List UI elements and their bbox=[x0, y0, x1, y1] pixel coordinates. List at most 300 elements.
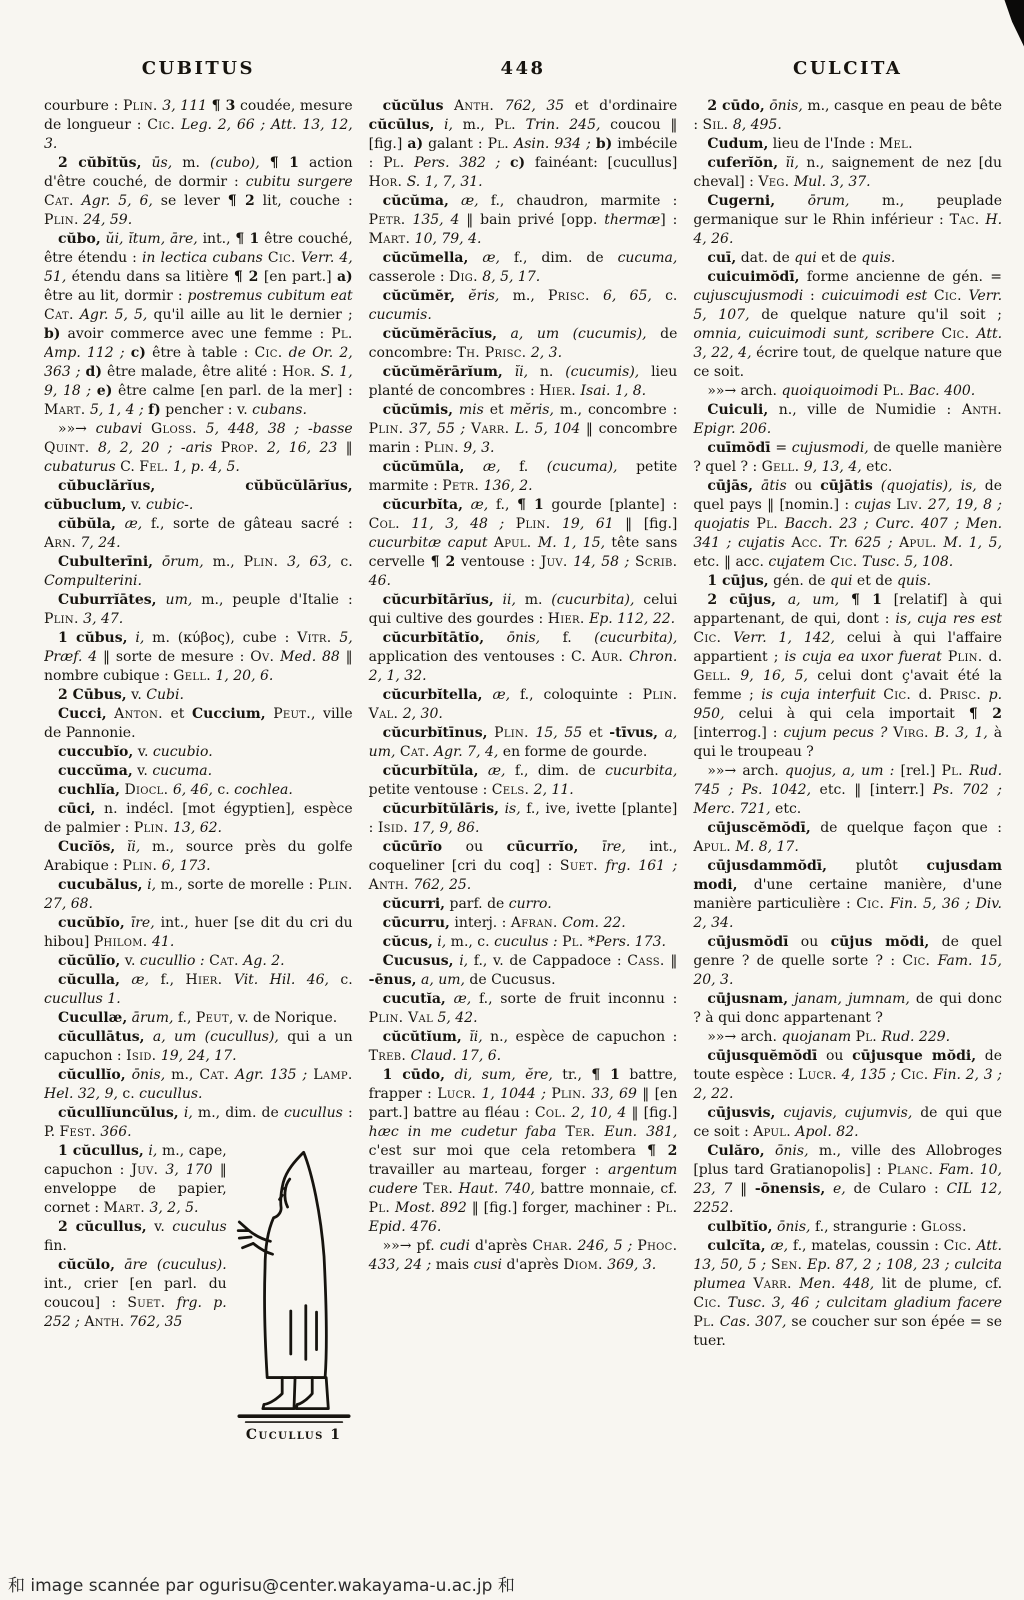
bold-text: cūjās, bbox=[707, 478, 753, 494]
smallcaps-text: Gell. bbox=[173, 668, 212, 684]
smallcaps-text: Hor. bbox=[368, 174, 403, 190]
italic-text: 2, 10, 4 bbox=[571, 1105, 627, 1121]
italic-text: 37, 55 ; bbox=[409, 421, 466, 437]
smallcaps-text: Cic. bbox=[943, 1238, 972, 1254]
italic-text: cubaturus bbox=[44, 459, 116, 475]
italic-text: æ, bbox=[470, 497, 489, 513]
italic-text: 17, 9, 86. bbox=[412, 820, 480, 836]
italic-text: æ, bbox=[461, 193, 479, 209]
italic-text: æ, bbox=[770, 1238, 789, 1254]
italic-text: cujatem bbox=[768, 554, 826, 570]
italic-text: postremus cubitum eat bbox=[187, 288, 353, 304]
bold-text: cŭcūlus, bbox=[368, 117, 435, 133]
italic-text: -aris bbox=[180, 440, 213, 456]
smallcaps-text: Suet. bbox=[127, 1295, 166, 1311]
dictionary-entry: cūjuscĕmŏdī, de quelque façon que : Apul. M. 8, 17. bbox=[693, 820, 1002, 855]
smallcaps-text: Cels. bbox=[491, 782, 530, 798]
smallcaps-text: Cic. bbox=[693, 630, 722, 646]
italic-text: Vit. Hil. 46, bbox=[233, 972, 329, 988]
italic-text: CIL 12, 2252. bbox=[693, 1181, 1002, 1216]
smallcaps-text: Diocl. bbox=[124, 782, 169, 798]
bold-text: cŭcŭmella, bbox=[382, 250, 469, 266]
italic-text: Fin. 2, 3 ; bbox=[933, 1067, 1002, 1083]
italic-text: 1, 20, 6. bbox=[215, 668, 274, 684]
italic-text: 3, 47. bbox=[83, 611, 124, 627]
italic-text: Ep. 112, 22. bbox=[589, 611, 676, 627]
bold-text: Cuiculi, bbox=[707, 402, 769, 418]
smallcaps-text: Petr. bbox=[442, 478, 480, 494]
bold-text: cŭbuclărĭus, cŭbŭcŭlārĭus, cŭbuclum, bbox=[44, 478, 353, 513]
smallcaps-text: Plin. bbox=[317, 877, 353, 893]
italic-text: Ps. 1042, bbox=[741, 782, 812, 798]
smallcaps-text: Col. bbox=[368, 516, 400, 532]
italic-text: 24, 59. bbox=[83, 212, 133, 228]
smallcaps-text: Mart. bbox=[368, 231, 411, 247]
bold-text: Cuccium, bbox=[192, 706, 266, 722]
italic-text: quojatis bbox=[693, 516, 750, 532]
smallcaps-text: Plin. bbox=[44, 212, 79, 228]
smallcaps-text: Scrib. bbox=[635, 554, 678, 570]
dictionary-entry: 2 cūjus, a, um, ¶ 1 [relatif] à qui appartenant, de qui, dont : is, cuja res est Cic. Verr. 1, 142, celui à qui l'affaire appartient ; is cuja ea uxor fuerat Plin. d. Gell. 9, 16, 5, celui dont ç'avait été la femme ; is cuja interfuit Cic. d. Prisc. p. 950, celui à qui cela importait ¶ 2 [interrog.] : cujum pecus ? Virg. B. 3, 1, à qui le troupeau ? bbox=[693, 592, 1002, 760]
italic-text: is cuja interfuit bbox=[761, 687, 876, 703]
italic-text: de Or. 2, 363 ; bbox=[44, 345, 353, 380]
smallcaps-text: Plin. bbox=[122, 98, 158, 114]
italic-text: 27, 19, 8 ; bbox=[927, 497, 1002, 513]
dictionary-entry: cūjusvis, cujavis, cujumvis, de qui que ce soit : Apul. Apol. 82. bbox=[693, 1105, 1002, 1140]
smallcaps-text: Peut. bbox=[273, 706, 311, 722]
dictionary-entry: Cucusus, i, f., v. de Cappadoce : Cass. ‖ -ēnus, a, um, de Cucusus. bbox=[368, 953, 678, 988]
italic-text: 366. bbox=[100, 1124, 132, 1140]
dictionary-entry: cūjusmŏdī ou cūjus mŏdi, de quel genre ? de quelle sorte ? : Cic. Fam. 15, 20, 3. bbox=[693, 934, 1002, 988]
bold-text: cŭcŭmĕrārĭum, bbox=[382, 364, 503, 380]
bold-text: cūjusdammŏdī, bbox=[707, 858, 827, 874]
italic-text: um, bbox=[165, 592, 193, 608]
italic-text: Haut. 740, bbox=[458, 1181, 535, 1197]
italic-text: Isai. 1, 8. bbox=[580, 383, 647, 399]
italic-text: S. 1, 7, 31. bbox=[406, 174, 483, 190]
hooded-figure-drawing bbox=[235, 1148, 353, 1425]
italic-text: cubic-. bbox=[146, 497, 194, 513]
italic-text: thermæ bbox=[604, 212, 661, 228]
italic-text: *Pers. 173. bbox=[587, 934, 666, 950]
italic-text: ii, bbox=[502, 592, 516, 608]
italic-text: is cuja ea uxor fuerat bbox=[784, 649, 942, 665]
italic-text: 9, 16, 5, bbox=[740, 668, 808, 684]
dictionary-entry: Cubulterīni, ōrum, m., Plin. 3, 63, c. Compulterini. bbox=[44, 554, 353, 589]
dictionary-entry: cŭbo, ŭi, ĭtum, āre, int., ¶ 1 être couché, être étendu : in lectica cubans Cic. Verr. 4, 51, étendu dans sa litière ¶ 2 [en part.] a) être au lit, dormir : postremus cubitum eat Cat. Agr. 5, 5, qu'il aille au lit le dernier ; b) avoir commerce avec une femme : Pl. Amp. 112 ; c) être à table : Cic. de Or. 2, 363 ; d) être malade, être alité : Hor. S. 1, 9, 18 ; e) être calme [en parl. de la mer] : Mart. 5, 1, 4 ; f) pencher : v. cubans. bbox=[44, 231, 353, 418]
italic-text: ĭi, bbox=[514, 364, 529, 380]
smallcaps-text: Pl. bbox=[331, 326, 353, 342]
smallcaps-text: Col. bbox=[534, 1105, 567, 1121]
bold-text: cŭcŭmis, bbox=[382, 402, 453, 418]
italic-text: Merc. 721, bbox=[693, 801, 771, 817]
smallcaps-text: Th. Prisc. bbox=[456, 345, 527, 361]
italic-text: Men. 448, bbox=[799, 1276, 875, 1292]
dictionary-entry: cuchlĭa, Diocl. 6, 46, c. cochlea. bbox=[58, 782, 293, 798]
dictionary-entry: 2 cŭcullus, v. cuculus fin. bbox=[44, 1219, 227, 1254]
bold-text: cuccŭma, bbox=[58, 763, 133, 779]
smallcaps-text: Varr. bbox=[470, 421, 510, 437]
dictionary-entry: cŭculla, æ, f., Hier. Vit. Hil. 46, c. cucullus 1. bbox=[44, 972, 353, 1007]
italic-text: ōnis, bbox=[774, 1143, 809, 1159]
italic-text: Claud. 17, 6. bbox=[410, 1048, 502, 1064]
italic-text: 433, 24 ; bbox=[368, 1257, 432, 1273]
smallcaps-text: Ov. bbox=[250, 649, 275, 665]
header-right-title: CULCITA bbox=[793, 58, 903, 79]
smallcaps-text: Diom. bbox=[563, 1257, 603, 1273]
smallcaps-text: Veg. bbox=[758, 174, 790, 190]
italic-text: Tr. 625 ; bbox=[829, 535, 893, 551]
italic-text: (cucurbita), bbox=[594, 630, 678, 646]
smallcaps-text: Pl. bbox=[756, 516, 778, 532]
bold-text: cuī, bbox=[707, 250, 737, 266]
smallcaps-text: Plin. bbox=[122, 858, 158, 874]
smallcaps-text: Anth. bbox=[84, 1314, 125, 1330]
smallcaps-text: Plin. Val. bbox=[368, 687, 678, 722]
italic-text: 108, 23 ; bbox=[886, 1257, 950, 1273]
italic-text: æ, bbox=[453, 991, 472, 1007]
smallcaps-text: Mart. bbox=[44, 402, 86, 418]
smallcaps-text: Phoc. bbox=[637, 1238, 678, 1254]
smallcaps-text: Cat. bbox=[399, 744, 430, 760]
dictionary-entry: cūjusnam, janam, jumnam, de qui donc ? à qui donc appartenant ? bbox=[693, 991, 1002, 1026]
italic-text: 2, 16, 23 bbox=[266, 440, 338, 456]
italic-text: 11, 3, 48 ; bbox=[411, 516, 505, 532]
italic-text: æ, bbox=[482, 250, 500, 266]
italic-text: Agr. 5, 6, bbox=[81, 193, 153, 209]
dictionary-entry: cūcūrĭo ou cūcurrĭo, īre, int., coqueliner [cri du coq] : Suet. frg. 161 ; Anth. 762, 25. bbox=[368, 839, 678, 893]
smallcaps-text: Liv. bbox=[896, 497, 923, 513]
bold-text: ¶ 1 bbox=[269, 155, 299, 171]
bold-text: Cuburrĭātes, bbox=[58, 592, 157, 608]
italic-text: Trin. 245, bbox=[525, 117, 601, 133]
smallcaps-text: Gloss. bbox=[151, 421, 197, 437]
italic-text: 4, 135 ; bbox=[841, 1067, 896, 1083]
dictionary-entry: Cuburrĭātes, um, m., peuple d'Italie : Plin. 3, 47. bbox=[44, 592, 353, 627]
italic-text: ĕris, bbox=[468, 288, 500, 304]
dictionary-entry: cŭbŭla, æ, f., sorte de gâteau sacré : Arn. 7, 24. bbox=[44, 516, 353, 551]
italic-text: ōrum, bbox=[807, 193, 850, 209]
column-right bbox=[693, 97, 1002, 1542]
italic-text: (cubo), bbox=[210, 155, 260, 171]
italic-text: -basse bbox=[307, 421, 353, 437]
italic-text: 46. bbox=[368, 573, 391, 589]
smallcaps-text: Plin. bbox=[368, 421, 404, 437]
smallcaps-text: Fel. bbox=[139, 459, 169, 475]
italic-text: in lectica cubans bbox=[141, 250, 263, 266]
italic-text: omnia, cuicuimodi sunt, scribere bbox=[693, 326, 935, 342]
bold-text: cuīmŏdī bbox=[707, 440, 771, 456]
figure-caption: Cucullus 1 bbox=[245, 1426, 342, 1443]
italic-text: ārum, bbox=[131, 1010, 174, 1026]
dictionary-entry: cŭcŭmis, mis et mĕris, m., concombre : Plin. 37, 55 ; Varr. L. 5, 104 ‖ concombre marin : Plin. 9, 3. bbox=[368, 402, 678, 456]
smallcaps-text: Mel. bbox=[878, 136, 913, 152]
dictionary-entry: cŭcŭmĕrācĭus, a, um (cucumis), de concombre: Th. Prisc. 2, 3. bbox=[368, 326, 678, 361]
italic-text: frg. 161 ; bbox=[605, 858, 678, 874]
italic-text: cucuma, bbox=[617, 250, 678, 266]
smallcaps-text: Cat. bbox=[209, 953, 239, 969]
dictionary-entry: 1 cūdo, di, sum, ĕre, tr., ¶ 1 battre, frapper : Lucr. 1, 1044 ; Plin. 33, 69 ‖ [en part.] battre au fléau : Col. 2, 10, 4 ‖ [fig.] hæc in me cudetur faba Ter. Eun. 381, c'est sur moi que cela retombera ¶ 2 travailler au marteau, forger : argentum cudere Ter. Haut. 740, battre monnaie, cf. Pl. Most. 892 ‖ [fig.] forger, machiner : Pl. Epid. 476. bbox=[368, 1067, 678, 1235]
smallcaps-text: Cic. bbox=[883, 687, 912, 703]
italic-text: (cucuma), bbox=[546, 459, 618, 475]
bold-text: cūcurru, bbox=[382, 915, 450, 931]
italic-text: ōnis, bbox=[776, 1219, 811, 1235]
italic-text: Fam. 10, 23, 7 bbox=[693, 1162, 1002, 1197]
italic-text: Hel. 32, 9, bbox=[44, 1086, 118, 1102]
dictionary-entry: cŭcurbĭtŭla, æ, f., dim. de cucurbita, petite ventouse : Cels. 2, 11. bbox=[368, 763, 678, 798]
column-middle bbox=[369, 97, 678, 1542]
bold-text: 2 cūjus, bbox=[707, 592, 777, 608]
smallcaps-text: Plin. bbox=[947, 649, 983, 665]
bold-text: cuchlĭa, bbox=[58, 782, 120, 798]
smallcaps-text: Plin. bbox=[515, 516, 551, 532]
italic-text: cucurbitæ caput bbox=[368, 535, 488, 551]
italic-text: 369, 3. bbox=[607, 1257, 657, 1273]
italic-text: ōnis, bbox=[506, 630, 541, 646]
smallcaps-text: Plin. bbox=[551, 1086, 587, 1102]
bold-text: cuferĭŏn, bbox=[707, 155, 779, 171]
italic-text: (quojatis), is, bbox=[880, 478, 977, 494]
dictionary-entry: cuī, dat. de qui et de quis. bbox=[707, 250, 896, 266]
italic-text: Most. 892 bbox=[395, 1200, 467, 1216]
bold-text: ¶ 2 bbox=[968, 706, 1002, 722]
dictionary-entry: cŭcurbĭtŭlāris, is, f., ive, ivette [plante] : Isid. 17, 9, 86. bbox=[368, 801, 678, 836]
smallcaps-text: Apul. bbox=[753, 1124, 791, 1140]
smallcaps-text: Pl. bbox=[655, 1200, 678, 1216]
smallcaps-text: Pl. bbox=[383, 155, 405, 171]
italic-text: Tusc. 5, 108. bbox=[861, 554, 954, 570]
italic-text: 8, 495. bbox=[732, 117, 782, 133]
bold-text: 2 cŭbĭtŭs, bbox=[58, 155, 142, 171]
dictionary-entry: cŭcŭmŭla, æ, f. (cucuma), petite marmite : Petr. 136, 2. bbox=[368, 459, 678, 494]
dictionary-entry: cŭcūlĭo, v. cucullio : Cat. Ag. 2. bbox=[58, 953, 285, 969]
italic-text: cujas bbox=[854, 497, 892, 513]
italic-text: Agr. 135 ; bbox=[235, 1067, 308, 1083]
italic-text: Agr. 5, 5, bbox=[79, 307, 148, 323]
italic-text: Com. 22. bbox=[562, 915, 626, 931]
italic-text: æ, bbox=[487, 763, 506, 779]
italic-text: 2, 30. bbox=[402, 706, 443, 722]
italic-text: a, um, bbox=[368, 725, 678, 760]
italic-text: i, bbox=[459, 953, 469, 969]
dictionary-entry: cŭcŭma, æ, f., chaudron, marmite : Petr. 135, 4 ‖ bain privé [opp. thermæ] : Mart. 10, 79, 4. bbox=[368, 193, 678, 247]
italic-text: Verr. 5, 107, bbox=[693, 288, 1002, 323]
smallcaps-text: Cic. bbox=[147, 117, 176, 133]
bold-text: cŭcullĭo, bbox=[58, 1067, 126, 1083]
italic-text: Ep. 87, 2 ; bbox=[807, 1257, 882, 1273]
dictionary-entry: cuccubĭo, v. cucubio. bbox=[58, 744, 213, 760]
italic-text: qui bbox=[829, 573, 853, 589]
italic-text: i, bbox=[147, 877, 157, 893]
dictionary-entry: Cudum, lieu de l'Inde : Mel. bbox=[707, 136, 913, 152]
bold-text: cŭcurbĭtŭla, bbox=[382, 763, 479, 779]
italic-text: i, bbox=[437, 934, 447, 950]
smallcaps-text: Gell. bbox=[761, 459, 800, 475]
italic-text: ōrum, bbox=[161, 554, 204, 570]
italic-text: i, bbox=[135, 630, 145, 646]
smallcaps-text: Aur. bbox=[591, 649, 624, 665]
italic-text: cucullus 1. bbox=[44, 991, 121, 1007]
bold-text: Cudum, bbox=[707, 136, 769, 152]
smallcaps-text: Quint. bbox=[44, 440, 90, 456]
italic-text: culcita plumea bbox=[693, 1257, 1002, 1292]
italic-text: cubans. bbox=[252, 402, 307, 418]
smallcaps-text: Plin. Val bbox=[368, 1010, 434, 1026]
italic-text: Amp. 112 ; bbox=[44, 345, 125, 361]
italic-text: Tusc. 3, 46 ; bbox=[727, 1295, 821, 1311]
bold-text: a) bbox=[336, 269, 353, 285]
bold-text: cŭcurbĭtīnus, bbox=[382, 725, 488, 741]
italic-text: Cas. 307, bbox=[719, 1314, 787, 1330]
smallcaps-text: Treb. bbox=[368, 1048, 407, 1064]
italic-text: cujusmodi, bbox=[791, 440, 869, 456]
italic-text: Asin. 934 ; bbox=[514, 136, 591, 152]
dictionary-entry: cŭcurri, parf. de curro. bbox=[382, 896, 552, 912]
dictionary-entry: cūci, n. indécl. [mot égyptien], espèce de palmier : Plin. 13, 62. bbox=[44, 801, 353, 836]
italic-text: S. 1, 9, 18 ; bbox=[44, 364, 353, 399]
bold-text: cŭcŭlus bbox=[382, 98, 444, 114]
italic-text: Leg. 2, 66 ; Att. 13, 12, 3. bbox=[44, 117, 353, 152]
italic-text: Att. 3, 22, 4, bbox=[693, 326, 1002, 361]
smallcaps-text: Arn. bbox=[44, 535, 77, 551]
italic-text: Epigr. 206. bbox=[693, 421, 772, 437]
bold-text: 2 cūdo, bbox=[707, 98, 765, 114]
smallcaps-text: Sil. bbox=[702, 117, 729, 133]
italic-text: a, um (cucullus), bbox=[152, 1029, 279, 1045]
bold-text: -ōnensis, bbox=[754, 1181, 826, 1197]
dictionary-entry: cuccŭma, v. cucuma. bbox=[58, 763, 213, 779]
dictionary-entry: cūcurru, interj. : Afran. Com. 22. bbox=[382, 915, 626, 931]
italic-text: mĕris, bbox=[509, 402, 554, 418]
italic-text: 6, 46, bbox=[172, 782, 213, 798]
bold-text: Cucusus, bbox=[382, 953, 454, 969]
bold-text: -ēnus, bbox=[368, 972, 417, 988]
smallcaps-text: Lucr. bbox=[798, 1067, 837, 1083]
bold-text: b) bbox=[595, 136, 613, 152]
dictionary-entry: 1 cūjus, gén. de qui et de quis. bbox=[707, 573, 932, 589]
bold-text: -tīvus, bbox=[609, 725, 658, 741]
smallcaps-text: Char. bbox=[532, 1238, 573, 1254]
italic-text: Verr. 1, 142, bbox=[733, 630, 836, 646]
dictionary-entry: cŭcurbĭtārĭus, ii, m. (cucurbita), celui qui cultive des gourdes : Hier. Ep. 112, 22. bbox=[368, 592, 678, 627]
italic-text: ĭi, bbox=[785, 155, 799, 171]
smallcaps-text: Apul. bbox=[493, 535, 532, 551]
bold-text: d) bbox=[85, 364, 102, 380]
bold-text: cŭcŭmĕr, bbox=[382, 288, 456, 304]
bold-text: 1 cŭcullus, bbox=[58, 1143, 144, 1159]
italic-text: 1, p. 4, 5. bbox=[173, 459, 240, 475]
italic-text: quojanam bbox=[781, 1029, 852, 1045]
entry-note: »»→ arch. quojanam Pl. Rud. 229. bbox=[707, 1029, 951, 1045]
italic-text: a, um (cucumis), bbox=[510, 326, 647, 342]
italic-text: 135, 4 bbox=[412, 212, 460, 228]
dictionary-entry: cŭcurbĭtīnus, Plin. 15, 55 et -tīvus, a, um, Cat. Agr. 7, 4, en forme de gourde. bbox=[368, 725, 678, 760]
italic-text: cudi bbox=[439, 1238, 470, 1254]
italic-text: 14, 58 ; bbox=[573, 554, 630, 570]
italic-text: 5, 42. bbox=[437, 1010, 478, 1026]
italic-text: Chron. 2, 1, 32. bbox=[368, 649, 678, 684]
italic-text: L. 5, 104 bbox=[515, 421, 581, 437]
smallcaps-text: Prisc. bbox=[548, 288, 590, 304]
bold-text: cūjusmŏdī bbox=[707, 934, 789, 950]
smallcaps-text: Varr. bbox=[753, 1276, 792, 1292]
bold-text: cŭcullĭuncŭlus, bbox=[58, 1105, 179, 1121]
bold-text: cŭcŭmĕrācĭus, bbox=[382, 326, 498, 342]
smallcaps-text: Plin. bbox=[494, 725, 529, 741]
dictionary-entry: cŭcurbĭta, æ, f., ¶ 1 gourde [plante] : Col. 11, 3, 48 ; Plin. 19, 61 ‖ [fig.] cucurbitæ caput Apul. M. 1, 15, tête sans cervelle ¶ 2 ventouse : Juv. 14, 58 ; Scrib. 46. bbox=[368, 497, 678, 589]
italic-text: Verr. 4, 51, bbox=[44, 250, 353, 285]
italic-text: Compulterini. bbox=[44, 573, 142, 589]
dictionary-entry: 1 cŭcullus, i, m., cape, capuchon : Juv. 3, 170 ‖ enveloppe de papier, cornet : Mart. 3, 2, 5. bbox=[44, 1143, 227, 1216]
bold-text: ¶ 2 bbox=[233, 269, 259, 285]
dictionary-entry: cŭcŭtĭum, ĭi, n., espèce de capuchon : Treb. Claud. 17, 6. bbox=[368, 1029, 678, 1064]
dictionary-entry: Cuiculi, n., ville de Numidie : Anth. Epigr. 206. bbox=[693, 402, 1002, 437]
smallcaps-text: Prop. bbox=[220, 440, 259, 456]
italic-text: qui bbox=[794, 250, 817, 266]
italic-text: ōnis, bbox=[769, 98, 803, 114]
scan-credit: 和 image scannée par ogurisu@center.wakayama-u.ac.jp 和 bbox=[8, 1576, 515, 1596]
bold-text: cūjusnam, bbox=[707, 991, 789, 1007]
bold-text: cŭcŭtĭum, bbox=[382, 1029, 462, 1045]
italic-text: cubitu surgere bbox=[245, 174, 353, 190]
smallcaps-text: Apul. bbox=[693, 839, 732, 855]
bold-text: ¶ 3 bbox=[211, 98, 236, 114]
text-columns bbox=[44, 97, 1002, 1542]
smallcaps-text: Plin. bbox=[424, 440, 459, 456]
bold-text: cŭcŭma, bbox=[382, 193, 449, 209]
smallcaps-text: Pl. bbox=[855, 1029, 878, 1045]
dictionary-entry: cŭcurbĭtātĭo, ōnis, f. (cucurbita), application des ventouses : C. Aur. Chron. 2, 1, 32. bbox=[368, 630, 678, 684]
bold-text: ¶ 2 bbox=[647, 1143, 678, 1159]
cucullus-illustration bbox=[235, 1148, 353, 1445]
smallcaps-text: Anth. bbox=[453, 98, 495, 114]
smallcaps-text: Pl. bbox=[368, 1200, 391, 1216]
bold-text: cŭcurbĭtella, bbox=[382, 687, 483, 703]
smallcaps-text: Virg. bbox=[893, 725, 929, 741]
italic-text: 6, 173. bbox=[161, 858, 211, 874]
italic-text: i, bbox=[183, 1105, 193, 1121]
italic-text: 2, 11. bbox=[533, 782, 574, 798]
smallcaps-text: Cic. bbox=[900, 1067, 929, 1083]
smallcaps-text: Pl. bbox=[494, 117, 516, 133]
italic-text: 8, 2, 20 ; bbox=[97, 440, 173, 456]
bold-text: c) bbox=[130, 345, 146, 361]
italic-text: i, bbox=[148, 1143, 158, 1159]
bold-text: cŭcŭlo, bbox=[58, 1257, 115, 1273]
italic-text: 7, 24. bbox=[80, 535, 121, 551]
smallcaps-text: Mart. bbox=[103, 1200, 146, 1216]
italic-text: hæc in me cudetur faba bbox=[368, 1124, 557, 1140]
dictionary-entry: Cucci, Anton. et Cuccium, Peut., ville de Pannonie. bbox=[44, 706, 353, 741]
italic-text: Apol. 82. bbox=[795, 1124, 859, 1140]
bold-text: cūjusque mŏdi, bbox=[852, 1048, 977, 1064]
dictionary-entry: 1 cŭbus, i, m. (κύβος), cube : Vitr. 5, Præf. 4 ‖ sorte de mesure : Ov. Med. 88 ‖ nombre cubique : Gell. 1, 20, 6. bbox=[44, 630, 353, 684]
bold-text: cucubălus, bbox=[58, 877, 143, 893]
italic-text: āre (cuculus). bbox=[124, 1257, 227, 1273]
italic-text: cuculus bbox=[172, 1219, 227, 1235]
dictionary-entry: cŭbuclărĭus, cŭbŭcŭlārĭus, cŭbuclum, v. cubic-. bbox=[44, 478, 353, 513]
italic-text: īre, bbox=[130, 915, 155, 931]
italic-text: ūs, bbox=[151, 155, 173, 171]
italic-text: cubavi bbox=[95, 421, 143, 437]
italic-text: æ, bbox=[124, 516, 143, 532]
bold-text: Cucĭŏs, bbox=[58, 839, 116, 855]
italic-text: Med. 88 bbox=[280, 649, 340, 665]
italic-text: 246, 5 ; bbox=[577, 1238, 633, 1254]
smallcaps-text: Fest. bbox=[59, 1124, 96, 1140]
bold-text: cūcūrĭo bbox=[382, 839, 443, 855]
italic-text: 19, 61 bbox=[562, 516, 614, 532]
